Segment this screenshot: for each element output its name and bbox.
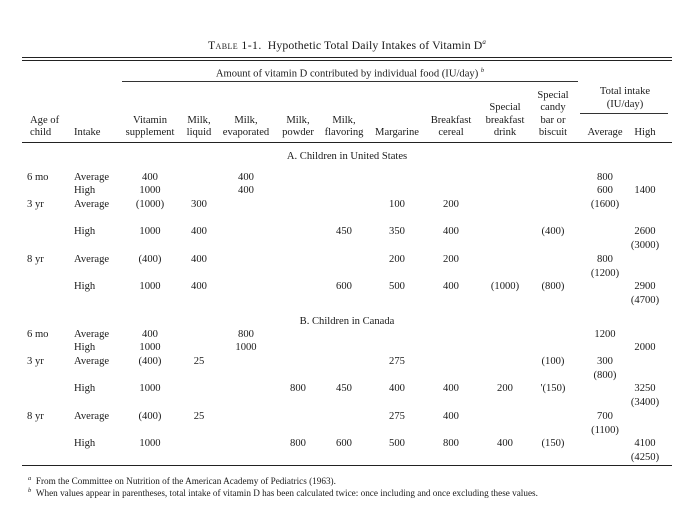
column-header-special-candy: biscuit xyxy=(538,127,568,138)
cell-breakfast-cereal: 800 xyxy=(443,438,459,449)
column-header-total-high: High xyxy=(634,127,656,138)
cell-special-candy: (100) xyxy=(541,356,565,367)
column-header-breakfast-cereal: cereal xyxy=(438,127,464,138)
column-header-total-average: Average xyxy=(587,127,623,138)
cell-milk-evaporated: 800 xyxy=(238,329,254,340)
cell-vitamin-supplement: 1000 xyxy=(139,342,161,353)
column-header-margarine: Margarine xyxy=(375,127,419,138)
cell-intake: High xyxy=(74,281,96,292)
cell-intake: High xyxy=(74,438,96,449)
bottom-rule xyxy=(22,465,672,466)
cell-margarine: 100 xyxy=(389,199,405,210)
cell-total-average: (1100) xyxy=(591,425,619,436)
cell-vitamin-supplement: 400 xyxy=(142,329,158,340)
cell-total-high: (4250) xyxy=(630,452,660,463)
cell-vitamin-supplement: 1000 xyxy=(139,383,161,394)
cell-margarine: 275 xyxy=(389,356,405,367)
column-header-special-breakfast-drink: drink xyxy=(493,127,517,138)
column-header-milk-evaporated: Milk, xyxy=(234,114,258,126)
cell-total-average: 700 xyxy=(597,411,613,422)
cell-total-average: (800) xyxy=(593,370,617,381)
column-header-special-candy: bar or xyxy=(540,114,566,126)
cell-intake: High xyxy=(74,185,96,196)
cell-vitamin-supplement: (400) xyxy=(138,356,162,367)
cell-milk-liquid: 400 xyxy=(191,254,207,265)
cell-vitamin-supplement: 400 xyxy=(142,172,158,183)
cell-margarine: 500 xyxy=(389,438,405,449)
top-rule xyxy=(22,57,672,58)
cell-age: 6 mo xyxy=(27,172,49,183)
cell-intake: Average xyxy=(74,411,110,422)
cell-age: 8 yr xyxy=(27,254,44,265)
cell-vitamin-supplement: 1000 xyxy=(139,438,161,449)
cell-total-high: 2000 xyxy=(634,342,656,353)
cell-total-high: (4700) xyxy=(630,295,660,306)
section-heading: B. Children in Canada xyxy=(299,316,395,327)
cell-intake: Average xyxy=(74,172,110,183)
footnote xyxy=(28,487,538,498)
cell-vitamin-supplement: 1000 xyxy=(139,281,161,292)
cell-intake: High xyxy=(74,383,96,394)
cell-age: 6 mo xyxy=(27,329,49,340)
column-header-milk-powder: Milk, xyxy=(286,114,310,126)
column-header-vitamin-supplement: supplement xyxy=(125,127,175,138)
cell-special-breakfast-drink: (1000) xyxy=(490,281,520,292)
cell-total-average: (1600) xyxy=(590,199,620,210)
cell-breakfast-cereal: 200 xyxy=(443,199,459,210)
cell-margarine: 350 xyxy=(389,226,405,237)
cell-milk-liquid: 25 xyxy=(193,356,205,367)
column-header-intake: Intake xyxy=(74,127,101,138)
cell-total-average: 800 xyxy=(597,254,613,265)
column-header-age: Age of xyxy=(30,114,60,126)
cell-total-high: (3000) xyxy=(630,240,660,251)
table-label: Table 1-1. xyxy=(207,38,262,52)
cell-total-high: 2600 xyxy=(634,226,656,237)
cell-total-high: 2900 xyxy=(634,281,656,292)
cell-special-breakfast-drink: 400 xyxy=(497,438,513,449)
column-header-milk-liquid: Milk, xyxy=(187,114,211,126)
cell-milk-evaporated: 400 xyxy=(238,172,254,183)
footnote-mark: b xyxy=(28,487,32,494)
total-intake-unit: (IU/day) xyxy=(606,99,644,110)
cell-total-average: 600 xyxy=(597,185,613,196)
cell-vitamin-supplement: (400) xyxy=(138,411,162,422)
column-header-special-breakfast-drink: breakfast xyxy=(485,114,525,126)
title-footnote-mark: a xyxy=(482,38,487,47)
column-header-breakfast-cereal: Breakfast xyxy=(430,114,472,126)
cell-special-candy: (150) xyxy=(541,438,565,449)
cell-total-high: 3250 xyxy=(634,383,656,394)
cell-margarine: 500 xyxy=(389,281,405,292)
cell-total-high: 1400 xyxy=(634,185,656,196)
cell-total-average: (1200) xyxy=(590,268,620,279)
cell-margarine: 275 xyxy=(389,411,405,422)
cell-milk-flavoring: 450 xyxy=(336,383,352,394)
column-header-age: child xyxy=(30,127,52,138)
total-intake-header: Total intake xyxy=(599,86,651,97)
cell-margarine: 400 xyxy=(389,383,405,394)
cell-vitamin-supplement: (1000) xyxy=(135,199,165,210)
cell-total-high: (3400) xyxy=(630,397,660,408)
cell-age: 8 yr xyxy=(27,411,44,422)
cell-milk-liquid: 400 xyxy=(191,226,207,237)
cell-breakfast-cereal: 400 xyxy=(443,383,459,394)
cell-vitamin-supplement: (400) xyxy=(138,254,162,265)
cell-total-average: 300 xyxy=(597,356,613,367)
column-header-milk-evaporated: evaporated xyxy=(222,127,270,138)
column-header-vitamin-supplement: Vitamin xyxy=(132,114,168,126)
cell-breakfast-cereal: 400 xyxy=(443,281,459,292)
cell-intake: High xyxy=(74,342,96,353)
cell-intake: Average xyxy=(74,199,110,210)
span-header-underline xyxy=(122,81,578,82)
cell-intake: Average xyxy=(74,254,110,265)
food-contribution-span-header xyxy=(122,67,578,80)
cell-special-candy: (800) xyxy=(541,281,565,292)
footnote-text: When values appear in parentheses, total intake of vitamin D has been calculated twice: once including and once excluding these values. xyxy=(35,488,538,499)
cell-milk-flavoring: 600 xyxy=(336,438,352,449)
column-header-special-candy: candy xyxy=(540,102,566,113)
cell-intake: Average xyxy=(74,329,110,340)
cell-milk-liquid: 400 xyxy=(191,281,207,292)
cell-age: 3 yr xyxy=(27,199,44,210)
top-rule-second xyxy=(22,60,672,61)
cell-margarine: 200 xyxy=(389,254,405,265)
column-header-milk-liquid: liquid xyxy=(186,127,212,138)
total-intake-underline xyxy=(580,113,668,114)
cell-milk-powder: 800 xyxy=(290,438,306,449)
column-header-special-breakfast-drink: Special xyxy=(489,102,521,113)
cell-vitamin-supplement: 1000 xyxy=(139,185,161,196)
cell-total-average: 1200 xyxy=(594,329,616,340)
cell-intake: High xyxy=(74,226,96,237)
cell-vitamin-supplement: 1000 xyxy=(139,226,161,237)
cell-breakfast-cereal: 400 xyxy=(443,226,459,237)
cell-milk-evaporated: 1000 xyxy=(235,342,257,353)
cell-breakfast-cereal: 400 xyxy=(443,411,459,422)
footnote xyxy=(28,475,336,486)
footnote-mark: a xyxy=(28,475,32,482)
cell-total-average: 800 xyxy=(597,172,613,183)
cell-milk-evaporated: 400 xyxy=(238,185,254,196)
table-title-text: Hypothetic Total Daily Intakes of Vitamin D xyxy=(267,38,483,52)
column-header-milk-powder: powder xyxy=(282,127,314,138)
cell-special-breakfast-drink: 200 xyxy=(497,383,513,394)
cell-age: 3 yr xyxy=(27,356,44,367)
column-header-rule xyxy=(22,142,672,143)
column-header-milk-flavoring: Milk, xyxy=(332,114,356,126)
section-heading: A. Children in United States xyxy=(286,151,408,162)
column-header-special-candy: Special xyxy=(537,89,569,101)
cell-special-candy: (400) xyxy=(541,226,565,237)
column-header-milk-flavoring: flavoring xyxy=(324,127,364,138)
cell-breakfast-cereal: 200 xyxy=(443,254,459,265)
cell-total-high: 4100 xyxy=(634,438,656,449)
span-header-text: Amount of vitamin D contributed by individual food (IU/day) xyxy=(215,68,479,80)
cell-milk-liquid: 300 xyxy=(191,199,207,210)
cell-milk-liquid: 25 xyxy=(193,411,205,422)
cell-special-candy: '(150) xyxy=(540,383,566,394)
cell-intake: Average xyxy=(74,356,110,367)
span-footnote-mark: b xyxy=(480,67,485,74)
footnote-text: From the Committee on Nutrition of the American Academy of Pediatrics (1963). xyxy=(35,476,336,487)
cell-milk-powder: 800 xyxy=(290,383,306,394)
cell-milk-flavoring: 450 xyxy=(336,226,352,237)
table-title xyxy=(0,38,694,53)
cell-milk-flavoring: 600 xyxy=(336,281,352,292)
